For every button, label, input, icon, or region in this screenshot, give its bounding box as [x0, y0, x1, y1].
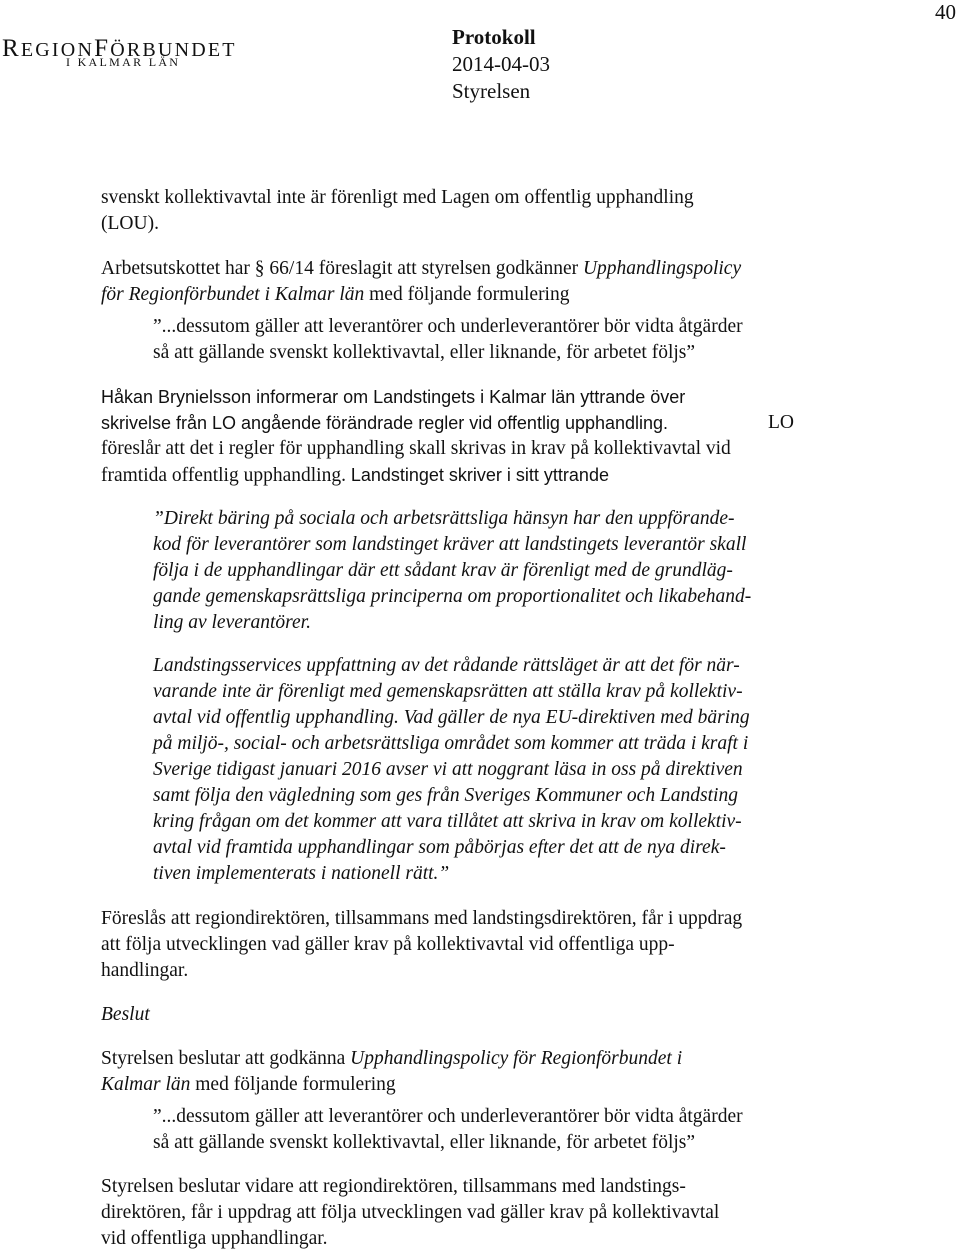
quote-line: ”...dessutom gäller att leverantörer och underleverantörer bör vidta åtgärder [153, 1106, 743, 1127]
paragraph-line: Styrelsen beslutar vidare att regiondirektören, tillsammans med landstings- [101, 1176, 686, 1197]
quote-line: gande gemenskapsrättsliga principerna om proportionalitet och likabehand- [153, 586, 752, 607]
quote-line: på miljö-, social- och arbetsrättsliga området som kommer att träda i kraft i [153, 733, 749, 754]
paragraph-line: Håkan Brynielsson informerar om Landstingets i Kalmar län yttrande över [101, 387, 686, 407]
quote-line: följa i de upphandlingar där ett sådant krav är förenligt med de grundläg- [153, 560, 733, 581]
quote-line: kring frågan om det kommer att vara tillåtet att skriva in krav om kollektiv- [153, 811, 742, 832]
decision-heading: Beslut [101, 1004, 150, 1025]
paragraph-line: skrivelse från LO angående förändrade regler vid offentlig upphandling. [101, 413, 669, 433]
quote-line: Sverige tidigast januari 2016 avser vi att noggrant läsa in oss på direktiven [153, 759, 743, 780]
quote-line: så att gällande svenskt kollektivavtal, eller liknande, för arbetet följs” [153, 342, 696, 363]
paragraph-line: föreslår att det i regler för upphandling skall skrivas in krav på kollektivavtal vid [101, 438, 731, 459]
paragraph-line: Föreslås att regiondirektören, tillsammans med landstingsdirektören, får i uppdrag [101, 908, 743, 929]
text-span: Landstinget skriver i sitt yttrande [350, 465, 609, 485]
document-date: 2014-04-03 [452, 52, 550, 76]
paragraph-line: LO [768, 412, 794, 433]
quote-line: ”...dessutom gäller att leverantörer och underleverantörer bör vidta åtgärder [153, 316, 743, 337]
paragraph-line: handlingar. [101, 960, 189, 981]
page-number: 40 [935, 0, 956, 24]
quote-line: avtal vid offentlig upphandling. Vad gäller de nya EU-direktiven med bäring [153, 707, 750, 728]
paragraph-line: (LOU). [101, 213, 159, 234]
text-span: Styrelsen beslutar att godkänna [101, 1048, 351, 1069]
logo-wordmark: REGIONFÖRBUNDET [2, 35, 237, 62]
document-board: Styrelsen [452, 79, 531, 103]
quote-line: så att gällande svenskt kollektivavtal, eller liknande, för arbetet följs” [153, 1132, 696, 1153]
paragraph-line [101, 1072, 396, 1098]
paragraph-line [101, 256, 741, 282]
policy-title: Kalmar län [101, 1074, 191, 1095]
quote-line: kod för leverantörer som landstinget kräver att landstingets leverantör skall [153, 534, 747, 555]
policy-title: Upphandlingspolicy [582, 258, 742, 279]
policy-title: Upphandlingspolicy för Regionförbundet i [350, 1048, 683, 1069]
quote-line: tiven implementerats i nationell rätt.” [153, 863, 450, 884]
logo-subtitle: I KALMAR LÄN [66, 55, 181, 69]
quote-line: ”Direkt bäring på sociala och arbetsrättsliga hänsyn har den uppförande- [153, 508, 735, 529]
quote-line: varande inte är förenligt med gemenskapsrätten att ställa krav på kollektiv- [153, 681, 743, 702]
paragraph-line: svenskt kollektivavtal inte är förenligt med Lagen om offentlig upphandling [101, 187, 694, 208]
document-title: Protokoll [452, 25, 536, 49]
paragraph-line: vid offentliga upphandlingar. [101, 1228, 328, 1249]
quote-line: Landstingsservices uppfattning av det rådande rättsläget är att det för när- [153, 655, 740, 676]
text-span: med följande formulering [190, 1074, 396, 1095]
paragraph-line [101, 462, 609, 489]
quote-line: samt följa den vägledning som ges från Sveriges Kommuner och Landsting [153, 785, 738, 806]
quote-line: avtal vid framtida upphandlingar som påbörjas efter det att de nya direk- [153, 837, 726, 858]
paragraph-line: att följa utvecklingen vad gäller krav på kollektivavtal vid offentliga upp- [101, 934, 675, 955]
quote-line: ling av leverantörer. [153, 612, 311, 633]
paragraph-line [101, 1046, 682, 1072]
text-span: framtida offentlig upphandling. [101, 465, 346, 486]
policy-title: för Regionförbundet i Kalmar län [101, 284, 365, 305]
text-span: Arbetsutskottet har § 66/14 föreslagit att styrelsen godkänner [101, 258, 583, 279]
text-span: med följande formulering [364, 284, 570, 305]
paragraph-line: direktören, får i uppdrag att följa utvecklingen vad gäller krav på kollektivavtal [101, 1202, 720, 1223]
paragraph-line [101, 282, 569, 308]
